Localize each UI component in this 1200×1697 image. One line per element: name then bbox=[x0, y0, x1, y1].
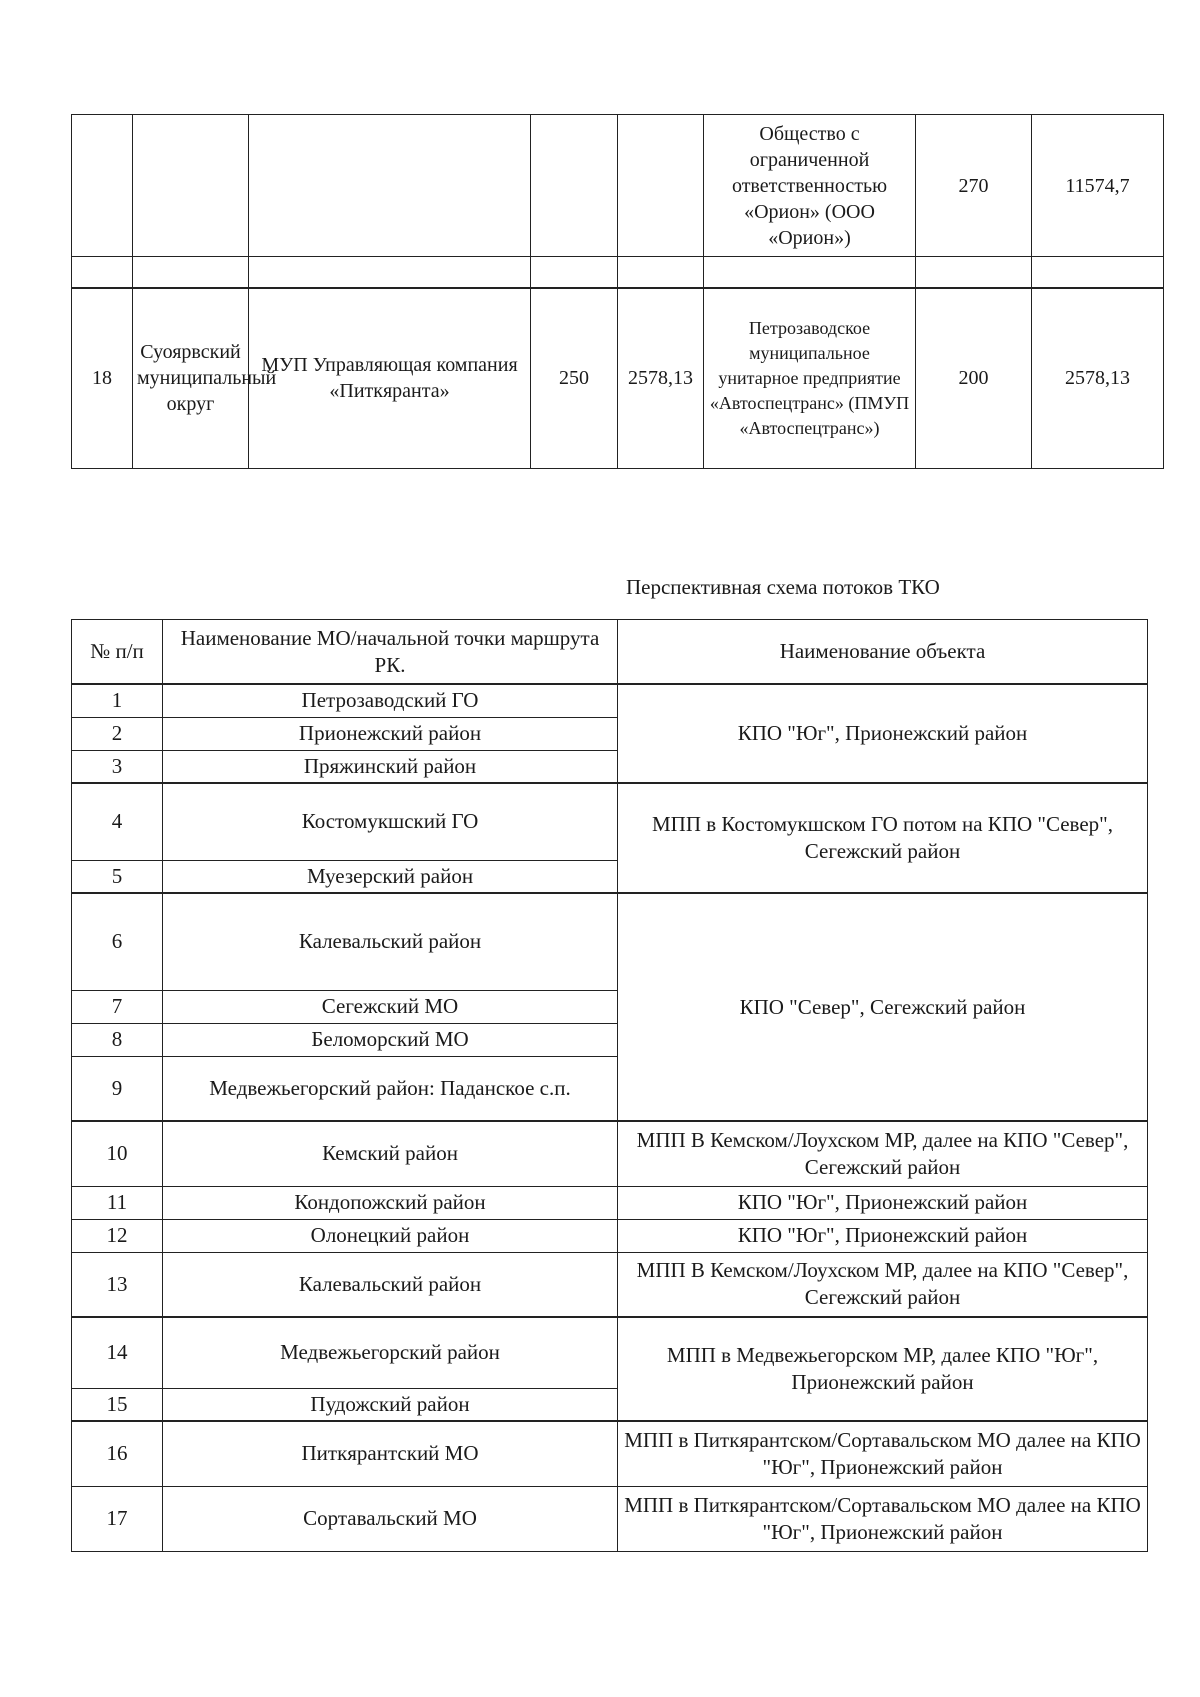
operator-cell: МУП Управляющая компания «Питкяранта» bbox=[249, 288, 531, 469]
row-number: 11 bbox=[72, 1186, 163, 1219]
table-row bbox=[72, 783, 1148, 860]
row-number: 6 bbox=[72, 893, 163, 990]
row-number: 7 bbox=[72, 990, 163, 1023]
table-cell bbox=[618, 257, 704, 288]
municipality-name: Кондопожский район bbox=[163, 1186, 618, 1219]
table-cell bbox=[249, 257, 531, 288]
municipality-name: Олонецкий район bbox=[163, 1219, 618, 1252]
organization-cell: Общество с ограниченной ответственностью «Орион» (ООО «Орион») bbox=[704, 115, 916, 257]
table-cell bbox=[704, 257, 916, 288]
municipality-name: Беломорский МО bbox=[163, 1023, 618, 1056]
municipality-name: Питкярантский МО bbox=[163, 1421, 618, 1486]
value-cell: 11574,7 bbox=[1032, 115, 1164, 257]
municipality-name: Пряжинский район bbox=[163, 750, 618, 783]
row-number: 8 bbox=[72, 1023, 163, 1056]
row-number: 16 bbox=[72, 1421, 163, 1486]
municipality-name: Костомукшский ГО bbox=[163, 783, 618, 860]
row-number: 15 bbox=[72, 1388, 163, 1421]
row-number: 14 bbox=[72, 1317, 163, 1388]
value-cell: 250 bbox=[531, 288, 618, 469]
destination-object: КПО "Юг", Прионежский район bbox=[618, 1186, 1148, 1219]
operators-table bbox=[71, 114, 1164, 469]
row-number: 2 bbox=[72, 717, 163, 750]
table-row bbox=[72, 893, 1148, 990]
table-row bbox=[72, 1252, 1148, 1317]
table-cell bbox=[1032, 257, 1164, 288]
destination-object: МПП в Костомукшском ГО потом на КПО "Север", Сегежский район bbox=[618, 783, 1148, 893]
table-row bbox=[72, 1219, 1148, 1252]
table-row bbox=[72, 1317, 1148, 1388]
table-cell bbox=[531, 257, 618, 288]
table-row bbox=[72, 257, 1164, 288]
district-cell: Суоярвский муниципальный округ bbox=[133, 288, 249, 469]
table-row bbox=[72, 115, 1164, 257]
header-name: Наименование МО/начальной точки маршрута РК. bbox=[163, 620, 618, 685]
table-cell bbox=[618, 115, 704, 257]
row-number: 5 bbox=[72, 860, 163, 893]
value-cell: 200 bbox=[916, 288, 1032, 469]
municipality-name: Медвежьегорский район: Паданское с.п. bbox=[163, 1056, 618, 1121]
municipality-name: Петрозаводский ГО bbox=[163, 684, 618, 717]
table-header-row bbox=[72, 620, 1148, 685]
row-number-cell: 18 bbox=[72, 288, 133, 469]
table-row bbox=[72, 288, 1164, 469]
municipality-name: Сортавальский МО bbox=[163, 1486, 618, 1551]
destination-object: МПП в Питкярантском/Сортавальском МО далее на КПО "Юг", Прионежский район bbox=[618, 1421, 1148, 1486]
table-row bbox=[72, 1486, 1148, 1551]
municipality-name: Калевальский район bbox=[163, 1252, 618, 1317]
table-cell bbox=[249, 115, 531, 257]
destination-object: МПП в Медвежьегорском МР, далее КПО "Юг", Прионежский район bbox=[618, 1317, 1148, 1421]
municipality-name: Сегежский МО bbox=[163, 990, 618, 1023]
table-caption: Перспективная схема потоков ТКО bbox=[626, 575, 940, 599]
municipality-name: Муезерский район bbox=[163, 860, 618, 893]
row-number: 10 bbox=[72, 1121, 163, 1186]
waste-flow-table bbox=[71, 619, 1148, 1552]
value-cell: 2578,13 bbox=[618, 288, 704, 469]
municipality-name: Пудожский район bbox=[163, 1388, 618, 1421]
row-number: 13 bbox=[72, 1252, 163, 1317]
table-cell bbox=[133, 257, 249, 288]
row-number: 4 bbox=[72, 783, 163, 860]
destination-object: КПО "Юг", Прионежский район bbox=[618, 684, 1148, 783]
row-number: 12 bbox=[72, 1219, 163, 1252]
municipality-name: Прионежский район bbox=[163, 717, 618, 750]
table-row bbox=[72, 1121, 1148, 1186]
table-cell bbox=[133, 115, 249, 257]
table-cell bbox=[531, 115, 618, 257]
value-cell: 2578,13 bbox=[1032, 288, 1164, 469]
header-object: Наименование объекта bbox=[618, 620, 1148, 685]
municipality-name: Кемский район bbox=[163, 1121, 618, 1186]
row-number: 1 bbox=[72, 684, 163, 717]
header-num: № п/п bbox=[72, 620, 163, 685]
municipality-name: Медвежьегорский район bbox=[163, 1317, 618, 1388]
organization-cell: Петрозаводское муниципальное унитарное предприятие «Автоспецтранс» (ПМУП «Автоспецтранс») bbox=[704, 288, 916, 469]
value-cell: 270 bbox=[916, 115, 1032, 257]
municipality-name: Калевальский район bbox=[163, 893, 618, 990]
table-cell bbox=[916, 257, 1032, 288]
row-number: 9 bbox=[72, 1056, 163, 1121]
table-row bbox=[72, 1186, 1148, 1219]
destination-object: КПО "Север", Сегежский район bbox=[618, 893, 1148, 1121]
destination-object: КПО "Юг", Прионежский район bbox=[618, 1219, 1148, 1252]
destination-object: МПП В Кемском/Лоухском МР, далее на КПО "Север", Сегежский район bbox=[618, 1121, 1148, 1186]
destination-object: МПП В Кемском/Лоухском МР, далее на КПО "Север", Сегежский район bbox=[618, 1252, 1148, 1317]
table-cell bbox=[72, 115, 133, 257]
row-number: 17 bbox=[72, 1486, 163, 1551]
row-number: 3 bbox=[72, 750, 163, 783]
table-row bbox=[72, 684, 1148, 717]
table-row bbox=[72, 1421, 1148, 1486]
destination-object: МПП в Питкярантском/Сортавальском МО далее на КПО "Юг", Прионежский район bbox=[618, 1486, 1148, 1551]
table-cell bbox=[72, 257, 133, 288]
